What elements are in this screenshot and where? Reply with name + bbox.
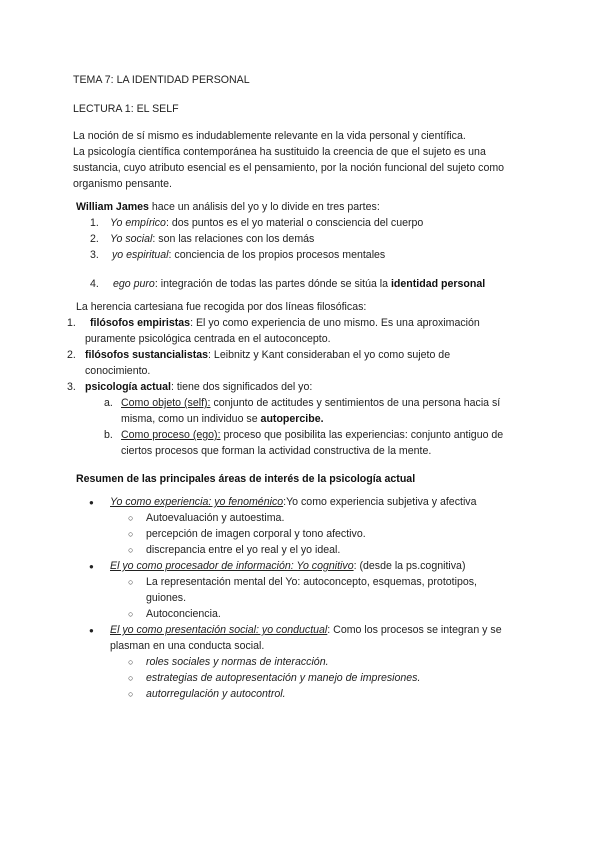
sub-item xyxy=(121,427,503,443)
intro-line: La psicología científica contemporánea ha sustituido la creencia de que el sujeto es una xyxy=(73,146,486,158)
list-item xyxy=(112,247,385,263)
james-intro xyxy=(76,199,380,215)
sub-bullet-item: La representación mental del Yo: autoconcepto, esquemas, prototipos, xyxy=(146,576,477,588)
bullet-icon: ● xyxy=(89,626,94,635)
sub-item-cont: ciertos procesos que forman la actividad constructiva de la mente. xyxy=(121,445,432,457)
list-item xyxy=(85,379,312,395)
list-item-desc: : El yo como experiencia de uno mismo. Es una aproximación xyxy=(190,317,480,329)
sub-item-bold: autopercibe. xyxy=(260,413,324,425)
bullet-item-term: El yo como procesador de información: Yo cognitivo xyxy=(110,560,354,572)
james-rest: hace un análisis del yo y lo divide en tres partes: xyxy=(148,201,380,213)
list-item xyxy=(90,315,480,331)
list-item-cont: conocimiento. xyxy=(85,365,151,377)
list-number: 1. xyxy=(67,317,76,329)
bullet-item-term: El yo como presentación social: yo conductual xyxy=(110,624,328,636)
list-item-desc: : tiene dos significados del yo: xyxy=(170,381,313,393)
herencia-intro: La herencia cartesiana fue recogida por dos líneas filosóficas: xyxy=(76,301,367,313)
sub-bullet-item: estrategias de autopresentación y manejo de impresiones. xyxy=(146,672,421,684)
sub-letter: b. xyxy=(104,429,113,441)
list-item xyxy=(85,347,450,363)
list-number: 1. xyxy=(90,217,99,229)
list-item xyxy=(110,231,314,247)
sub-bullet-item: autorregulación y autocontrol. xyxy=(146,688,286,700)
bullet-item-desc: : Como los procesos se integran y se xyxy=(327,624,502,636)
list-item-desc: : son las relaciones con los demás xyxy=(152,233,315,245)
circle-bullet-icon: ○ xyxy=(128,673,134,683)
list-item-desc: : conciencia de los propios procesos mentales xyxy=(168,249,386,261)
bullet-item xyxy=(110,494,477,510)
list-item xyxy=(110,215,423,231)
circle-bullet-icon: ○ xyxy=(128,689,134,699)
list-number: 3. xyxy=(67,381,76,393)
list-item-term: Yo empírico xyxy=(110,217,166,229)
sub-item-cont-text: misma, como un individuo se xyxy=(121,413,261,425)
list-item-term: psicología actual xyxy=(85,381,171,393)
list-item-term: filósofos empiristas xyxy=(90,317,191,329)
sub-letter: a. xyxy=(104,397,113,409)
circle-bullet-icon: ○ xyxy=(128,513,134,523)
list-number: 3. xyxy=(90,249,99,261)
list-item-desc: : integración de todas las partes dónde se sitúa la xyxy=(154,278,391,290)
sub-bullet-item: percepción de imagen corporal y tono afectivo. xyxy=(146,528,366,540)
sub-item-desc: conjunto de actitudes y sentimientos de una persona hacia sí xyxy=(210,397,501,409)
list-item-desc: : dos puntos es el yo material o consciencia del cuerpo xyxy=(165,217,424,229)
sub-bullet-item: Autoconciencia. xyxy=(146,608,221,620)
list-item-cont: puramente psicológica centrada en el autoconcepto. xyxy=(85,333,331,345)
bullet-item-cont: plasman en una conducta social. xyxy=(110,640,265,652)
bullet-item xyxy=(110,622,502,638)
sub-bullet-item: discrepancia entre el yo real y el yo ideal. xyxy=(146,544,341,556)
intro-line: La noción de sí mismo es indudablemente relevante en la vida personal y científica. xyxy=(73,130,466,142)
james-name: William James xyxy=(76,201,149,213)
circle-bullet-icon: ○ xyxy=(128,657,134,667)
bullet-item-desc: : (desde la ps.cognitiva) xyxy=(353,560,466,572)
bullet-icon: ● xyxy=(89,562,94,571)
bullet-item xyxy=(110,558,465,574)
intro-line: organismo pensante. xyxy=(73,178,172,190)
list-item xyxy=(113,276,485,292)
page-title: TEMA 7: LA IDENTIDAD PERSONAL xyxy=(73,74,250,86)
sub-item-desc: proceso que posibilita las experiencias: conjunto antiguo de xyxy=(220,429,504,441)
sub-item xyxy=(121,395,500,411)
sub-bullet-item: Autoevaluación y autoestima. xyxy=(146,512,285,524)
list-number: 2. xyxy=(67,349,76,361)
sub-bullet-item-cont: guiones. xyxy=(146,592,187,604)
list-item-desc: : Leibnitz y Kant consideraban el yo como sujeto de xyxy=(208,349,451,361)
circle-bullet-icon: ○ xyxy=(128,545,134,555)
list-item-term: Yo social xyxy=(110,233,153,245)
list-number: 4. xyxy=(90,278,99,290)
list-number: 2. xyxy=(90,233,99,245)
circle-bullet-icon: ○ xyxy=(128,609,134,619)
list-item-term: ego puro xyxy=(113,278,155,290)
circle-bullet-icon: ○ xyxy=(128,577,134,587)
bullet-icon: ● xyxy=(89,498,94,507)
list-item-term: filósofos sustancialistas xyxy=(85,349,209,361)
list-item-term: yo espiritual xyxy=(112,249,169,261)
sub-item-term: Como objeto (self): xyxy=(121,397,211,409)
sub-item-term: Como proceso (ego): xyxy=(121,429,221,441)
bullet-item-term: Yo como experiencia: yo fenoménico xyxy=(110,496,284,508)
intro-line: sustancia, cuyo atributo esencial es el pensamiento, por la noción funcional del sujeto como xyxy=(73,162,505,174)
bullet-item-desc: :Yo como experiencia subjetiva y afectiva xyxy=(283,496,477,508)
section-heading: Resumen de las principales áreas de interés de la psicología actual xyxy=(76,473,416,485)
circle-bullet-icon: ○ xyxy=(128,529,134,539)
page-subtitle: LECTURA 1: EL SELF xyxy=(73,103,179,115)
list-item-bold: identidad personal xyxy=(390,278,486,290)
sub-item-cont xyxy=(121,411,324,427)
sub-bullet-item: roles sociales y normas de interacción. xyxy=(146,656,329,668)
